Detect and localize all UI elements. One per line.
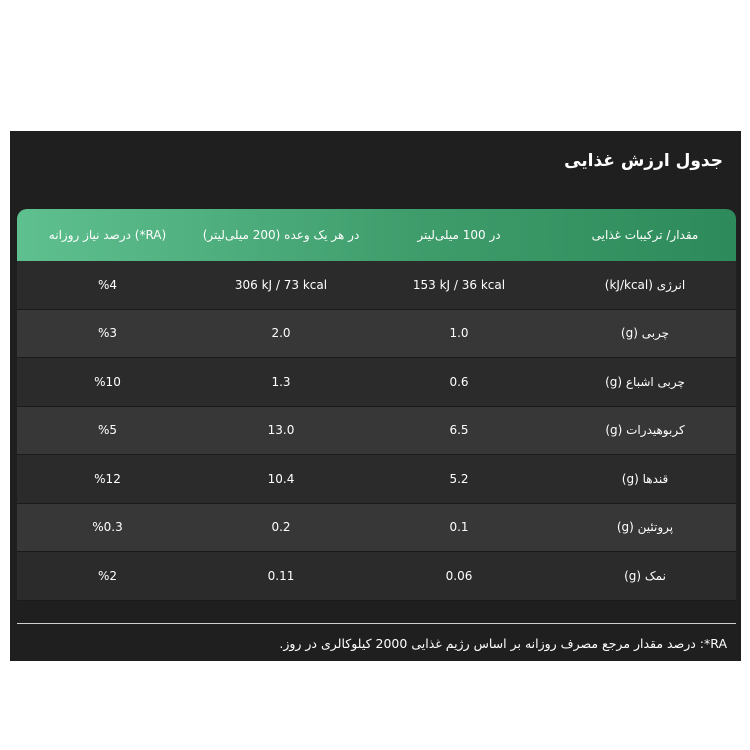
table-row (17, 504, 736, 553)
header-per-serving: در هر یک وعده (200 میلی‌لیتر) (202, 228, 360, 242)
cell-per-100ml: 5.2 (449, 471, 469, 486)
cell-per-100ml: 0.6 (449, 374, 469, 389)
table-row (17, 358, 736, 407)
footnote-divider (17, 623, 736, 624)
cell-nutrient: چربی (g) (620, 326, 670, 341)
cell-per-100ml: 0.06 (445, 568, 473, 583)
footnote: RA*: درصد مقدار مرجع مصرف روزانه بر اساس رژیم غذایی 2000 کیلوکالری در روز. (279, 636, 727, 651)
table-row (17, 261, 736, 310)
cell-per-serving: 0.11 (267, 568, 295, 583)
cell-daily-ra: %5 (97, 423, 118, 438)
cell-daily-ra: %10 (94, 374, 121, 389)
table-title: جدول ارزش غذایی (564, 151, 723, 171)
cell-per-100ml: 0.1 (449, 520, 469, 535)
table-row (17, 552, 736, 601)
cell-per-100ml: 6.5 (449, 423, 469, 438)
nutrition-panel (10, 131, 741, 661)
cell-per-100ml: 153 kJ / 36 kcal (412, 277, 506, 292)
cell-daily-ra: %12 (94, 471, 121, 486)
header-daily-ra: (RA*) درصد نیاز روزانه (48, 228, 167, 242)
cell-per-100ml: 1.0 (449, 326, 469, 341)
header-per-100ml: در 100 میلی‌لیتر (417, 228, 501, 242)
cell-nutrient: انرژی (kJ/kcal) (604, 277, 686, 292)
cell-daily-ra: %3 (97, 326, 118, 341)
table-header (17, 209, 736, 261)
cell-nutrient: کربوهیدرات (g) (605, 423, 685, 438)
cell-per-serving: 10.4 (267, 471, 295, 486)
cell-daily-ra: %2 (97, 568, 118, 583)
table-row (17, 455, 736, 504)
cell-per-serving: 1.3 (271, 374, 291, 389)
header-nutrient: مقدار/ ترکیبات غذایی (591, 228, 699, 242)
cell-per-serving: 13.0 (267, 423, 295, 438)
cell-daily-ra: %4 (97, 277, 118, 292)
cell-nutrient: قندها (g) (621, 471, 669, 486)
table-row (17, 407, 736, 456)
nutrition-table (17, 209, 736, 601)
cell-per-serving: 306 kJ / 73 kcal (234, 277, 328, 292)
cell-nutrient: چربی اشباع (g) (605, 374, 685, 389)
cell-per-serving: 2.0 (271, 326, 291, 341)
cell-nutrient: پروتئین (g) (616, 520, 674, 535)
cell-per-serving: 0.2 (271, 520, 291, 535)
cell-nutrient: نمک (g) (624, 568, 666, 583)
table-row (17, 310, 736, 359)
cell-daily-ra: %0.3 (92, 520, 123, 535)
